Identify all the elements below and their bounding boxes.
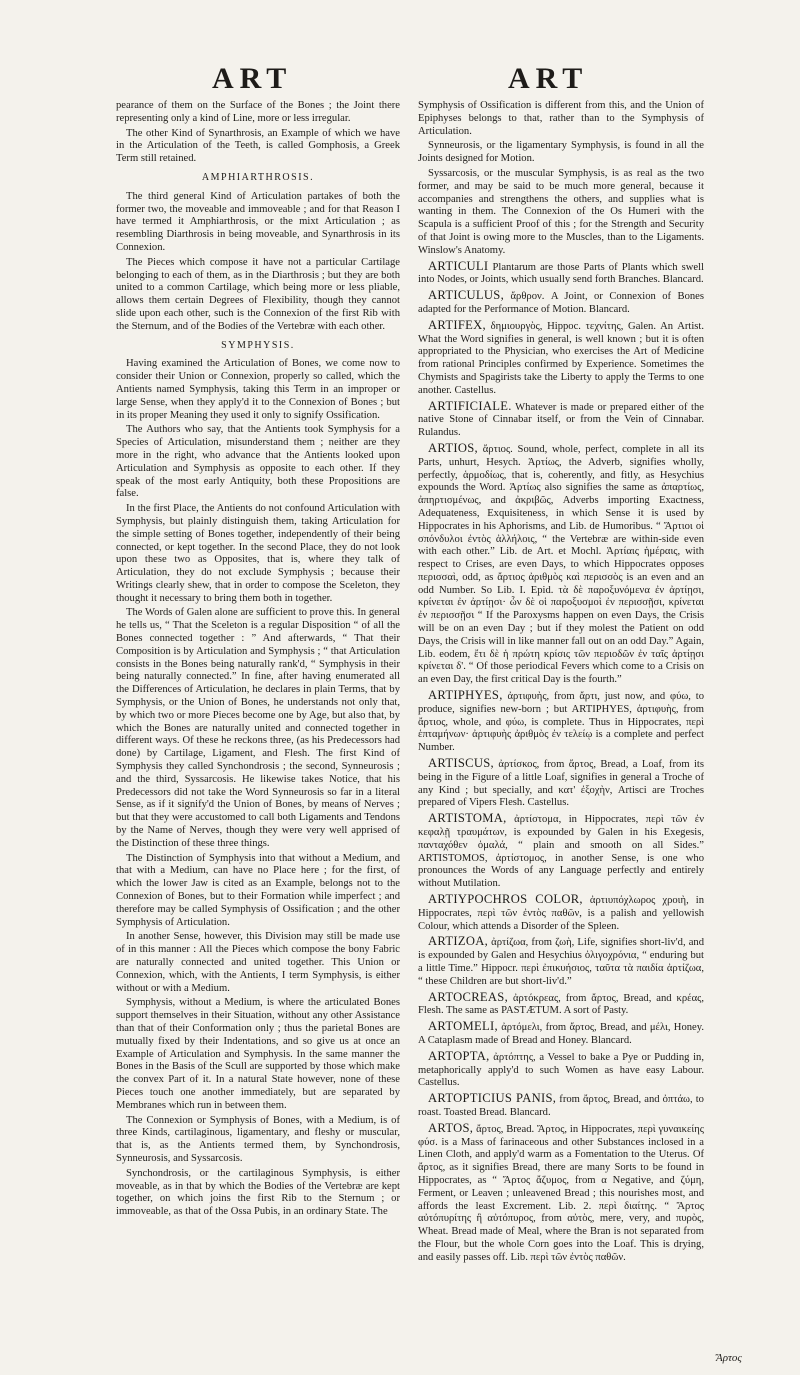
entry-headword: ARTISTOMA,: [428, 811, 507, 826]
dictionary-entry: [418, 991, 704, 1019]
entry-headword: ARTIPHYES,: [428, 688, 503, 703]
entry-text: ἄρτιος. Sound, whole, perfect, complete in all its Parts, unhurt, Hesych. Ἀρτίως, the Adverb, signifies wholly, perfectly, ἁρμοδίως, that is, coherently, and fitly, as Hesychius expounds the Word. Ἀρτίως also signifies the same as ἀπαρτίως, ἀπηρτισμένως, and ἀκριβῶς, Adverbs importing Exactness, Adequateness, Exquisiteness, in which Sense it is used by Hippocrates in his Aphorisms, and Lib. de Humoribus. “ Ἄρτιοι οἱ σπόνδυλοι ἐντὸς ἀλλήλοις, “ the Vertebræ are within-side even with each other.” Lib. de Art. et Mochl. Ἀρτίαις ἡμέραις, with respect to Crises, are even Days, to which Hippocrates opposes περισσαὶ, odd, as ἄρτιος ἀριθμὸς καὶ περισσὸς is an even and an odd Number. So Lib. I. Epid. τὰ δὲ παροξυνόμενα ἐν ἀρτίῃσι, κρίνεται ἐν ἀρτίῃσι· ὧν δὲ οἱ παροξυσμοὶ ἐν περισσῇσι, κρίνεται ἐν περισσῇσι “ If the Paroxysms happen on even Days, the Crisis will be on an even Day ; but if they molest the Patient on odd Days, the Crisis will in like manner fall out on an odd Day.” Again, Lib. eodem, ἔτι δὲ ἡ πρώτη κρίσις τῶν περιοδῶν ἐν ταῖς ἀρτίῃσι κρίνεται δ'. “ Of those periodical Fevers which come to a Crisis on an even Day, the first critical Day is the fourth.”: [418, 443, 704, 686]
dictionary-entry: [418, 400, 704, 440]
paragraph: The Words of Galen alone are sufficient to prove this. In general he tells us, “ That the Sceleton is a regular Disposition “ of all the Bones connected together : ” And afterwards, “ That their Composition is by Articulation and Symphysis ; “ that Articulation consists in the Bones being naturally rank'd, “ Symphysis in their being naturally connected.” In fine, after having enumerated all the Differences of Articulation, he declares in plain Terms, that by Symphysis, or the Union of Bones, he understands not only that, by which two or more Pieces become one by Age, but also that, by which the Bones are naturally united and connected together in different ways. Of these he reckons three, (as his Predecessors had done) by Cartilage, Ligament, and Flesh. The first Kind of Symphysis they called Synchondrosis ; the second, Synneurosis ; and the third, Syssarcosis. He likewise takes Notice, that his Predecessors did not take the Word Synneurosis so far in a literal Sense, as if it signify'd the Union of Bones, by means of Nerves ; but that they were accustomed to call both Ligaments and Tendons by the Name of Nerves, though they were very well apprised of the Distinction of these three things.: [116, 607, 400, 849]
entry-headword: ARTOPTA,: [428, 1048, 490, 1063]
entry-text: Whatever is made or prepared either of the native Stone of Cinnabar itself, or from the Vein of Cinnabar. Rulandus.: [418, 401, 704, 439]
entry-headword: ARTIFICIALE.: [428, 398, 512, 413]
entry-headword: ARTIZOA,: [428, 934, 489, 949]
entry-text: ἀρτόκρεας, from ἄρτος, Bread, and κρέας, Flesh. The same as PASTÆTUM. A sort of Pasty.: [418, 992, 704, 1017]
paragraph: Synchondrosis, or the cartilaginous Symphysis, is either moveable, as in that by which the Bodies of the Vertebræ are kept together, on which joins the first Rib to the Sternum ; or immoveable, as that of the Ossa Pubis, in an ordinary State. The: [116, 1167, 400, 1218]
dictionary-entry: [418, 812, 704, 891]
entry-text: ἄρτος, Bread. Ἄρτος, in Hippocrates, περὶ γυναικείης φύσ. is a Mass of farinaceous and other Substances inclosed in a Linen Cloth, and apply'd warm as a Fomentation to the Uterus. Of ἄρτος, as it signifies Bread, there are many Sorts to be found in Hippocrates, as “ Ἄρτος ἄζυμος, from α Negative, and ζύμη, Ferment, or Leaven ; unleavened Bread ; this nourishes most, and affords the least Excrement. Lib. 2. περὶ διαίτης. “ Ἄρτος αὐτόπυρίτης ἢ αὐτόπυρος, from αὐτὸς, mere, very, and πυρὸς, Wheat. Bread made of Meal, where the Bran is not separated from the Flour, but the whole Corn goes into the Loaf. This is drying, and easily passes off. Lib. περὶ τῶν ἐντὸς παθῶν.: [418, 1123, 704, 1263]
dictionary-entry: [418, 1092, 704, 1120]
section-heading-amphiarthrosis: AMPHIARTHROSIS.: [201, 171, 315, 183]
entry-text: ἄρθρον. A Joint, or Connexion of Bones adapted for the Performance of Motion. Blancard.: [418, 291, 704, 315]
paragraph: Having examined the Articulation of Bones, we come now to consider their Union or Connexion, properly so called, which the Antients named Symphysis, taking this Term in an improper or large Sense, when they apply'd it to the Connexion of Bones ; but in its proper Meaning they used it only to signify Ossification.: [116, 358, 400, 421]
section-heading-symphysis: SYMPHYSIS.: [221, 339, 295, 351]
running-header: [0, 62, 800, 102]
entry-headword: ARTISCUS,: [428, 756, 494, 771]
right-column: [418, 100, 704, 1340]
dictionary-entry: [418, 442, 704, 687]
entry-text: Plantarum are those Parts of Plants which swell into Nodes, or Joints, which usually send forth Branches. Blancard.: [418, 261, 704, 286]
dictionary-entry: [418, 1050, 704, 1090]
dictionary-entry: [418, 689, 704, 755]
dictionary-entry: [418, 1020, 704, 1048]
paragraph: The Authors who say, that the Antients took Symphysis for a Species of Articulation, misunderstand them ; neither are they more in the right, who advance that the Antients looked upon Articulation and Symphysis as opposite to each other. If they speak of the most early Antiquity, both these Propositions are false.: [116, 424, 400, 500]
entry-text: ἀρτιφυὴς, from ἄρτι, just now, and φύω, to produce, signifies new-born ; but ARTIPHYES, ἀρτιφυὴς, from ἄρτιος, whole, and φύω, is complete. Thus in Hippocrates, περὶ ἑπταμήνων· ἀρτιφυὴς ἀριθμὸς ἐν τελείῳ is a complete and perfect Number.: [418, 691, 704, 754]
entry-headword: ARTOS,: [428, 1120, 474, 1135]
entry-headword: ARTIFEX,: [428, 317, 486, 332]
entry-headword: ARTOPTICIUS PANIS,: [428, 1091, 557, 1106]
dictionary-entry: [418, 935, 704, 988]
paragraph: The third general Kind of Articulation partakes of both the former two, the moveable and immoveable ; and for that Reason I have termed it Amphiarthrosis, or the mixt Articulation ; as resembling Diarthrosis in being moveable, and Synarthrosis in its Connexion.: [116, 190, 400, 253]
entry-text: ἀρτίστομα, in Hippocrates, περὶ τῶν ἐν κεφαλῇ τραυμάτων, is expounded by Galen in his Exegesis, πανταχόθεν ὁμαλά, “ plain and smooth on all Sides.” ARTISTOMOS, ἀρτίστομος, in another Sense, is one who pronounces the Words of any Language perfectly and entirely without Mutilation.: [418, 814, 704, 890]
paragraph: In another Sense, however, this Division may still be made use of in this manner : All the Pieces which compose the bony Fabric are naturally connected and united together. This Union or Connexion, which, with the Antients, I term Symphysis, is either without or with a Medium.: [116, 931, 400, 994]
entry-text: from ἄρτος, Bread, and ὀπτάω, to roast. Toasted Bread. Blancard.: [418, 1094, 704, 1118]
left-column: [116, 100, 400, 1340]
paragraph: Symphysis of Ossification is different from this, and the Union of Epiphyses belongs to that, rather than to the Symphysis of Articulation.: [418, 100, 704, 137]
paragraph: pearance of them on the Surface of the Bones ; the Joint there representing only a kind of Line, more or less irregular.: [116, 100, 400, 124]
entry-text: ἀρτίζωα, from ζωὴ, Life, signifies short-liv'd, and is expounded by Galen and Hesychius ὀλιγοχρόνια, “ enduring but a little Time.” Hippocr. περὶ ἐπικυήσιος, ταῦτα τὰ παιδία ἀρτίζωα, “ these Children are but short-liv'd.”: [418, 937, 704, 987]
dictionary-entries: [418, 260, 704, 1265]
entry-text: ἀρτίσκος, from ἄρτος, Bread, a Loaf, from its being in the Figure of a little Loaf, signifies in general a Troche of any Kind ; but specially, and κατ' ἐξοχὴν, Artisci are Troches prepared of Vipers Flesh. Castellus.: [418, 759, 704, 809]
paragraph: The other Kind of Synarthrosis, an Example of which we have in the Articulation of the Teeth, is called Gomphosis, a Greek Term still retained.: [116, 127, 400, 165]
dictionary-entry: [418, 757, 704, 810]
entry-headword: ARTICULI: [428, 258, 489, 273]
dictionary-entry: [418, 260, 704, 288]
running-head-left: ART: [212, 62, 293, 95]
entry-text: δημιουργὸς, Hippoc. τεχνίτης, Galen. An Artist. What the Word signifies in general, is well known ; but it is often appropriated to the Physician, who exercises the Art of Medicine from rational Principles confirmed by Experience. Sometimes the Chymists and Spagirists take the Liberty to apply the Terms to one another. Castellus.: [418, 320, 704, 396]
running-head-right: ART: [508, 62, 589, 95]
entry-text: ἀρτόπτης, a Vessel to bake a Pye or Pudding in, metaphorically apply'd to such Women as have easy Labour. Castellus.: [418, 1051, 704, 1089]
entry-headword: ARTOMELI,: [428, 1019, 498, 1034]
entry-headword: ARTIYPOCHROS COLOR,: [428, 892, 583, 907]
entry-headword: ARTICULUS,: [428, 288, 505, 303]
dictionary-entry: [418, 289, 704, 317]
paragraph: The Connexion or Symphysis of Bones, with a Medium, is of three Kinds, cartilaginous, ligamentary, and fleshy or muscular, that is, as the Antients termed them, by Synchondrosis, Synneurosis, and Syssarcosis.: [116, 1114, 400, 1164]
entry-headword: ARTIOS,: [428, 440, 478, 455]
paragraph: Symphysis, without a Medium, is where the articulated Bones support themselves in their Situation, without any other Assistance than that of their Conformation only ; thus the parietal Bones are mutually fixed by their Indentations, and so give us at once an Example of Articulation and Symphysis. In the same manner the Bones in the Basis of the Scull are supported by those which make the convex Part of it. In a natural State however, none of these Pieces touch one another immediately, but are separated by Membranes which run in between them.: [116, 997, 400, 1111]
paragraph: Syssarcosis, or the muscular Symphysis, is as real as the two former, and may be said to be much more general, because it accompanies and strengthens the others, and supplies what is wanting in them. The Connexion of the Os Humeri with the Scapula is a sufficient Proof of this ; for the Strength and Security of that Joint is owing more to the Muscles, than to the Ligaments. Winslow's Anatomy.: [418, 167, 704, 256]
dictionary-entry: [418, 1122, 704, 1265]
entry-headword: ARTOCREAS,: [428, 989, 509, 1004]
entry-text: ἀρτιυπόχλωρος χροιὴ, in Hippocrates, περὶ τῶν ἐντὸς παθῶν, is a palish and yellowish Colour, which attends a Disorder of the Spleen.: [418, 895, 704, 932]
paragraph: The Distinction of Symphysis into that without a Medium, and that with a Medium, can have no Place here ; for the first, of which the lower Jaw is cited as an Example, belongs not to the Connexion of Bones, but to their Formation while imperfect ; and therefore may be called Symphysis of Ossification ; and the other Symphysis of Articulation.: [116, 852, 400, 928]
paragraph: The Pieces which compose it have not a particular Cartilage belonging to each of them, as in the Diarthrosis ; but they are both united to a common Cartilage, which being more or less pliable, allows them certain Degrees of Flexibility, though they cannot slide upon each other, such is the Connexion of the first Rib with the Sternum, and of the Bodies of the Vertebræ with each other.: [116, 256, 400, 332]
paragraph: Synneurosis, or the ligamentary Symphysis, is found in all the Joints designed for Motion.: [418, 140, 704, 165]
dictionary-entry: [418, 893, 704, 933]
dictionary-entry: [418, 319, 704, 398]
paragraph: In the first Place, the Antients do not confound Articulation with Symphysis, but plainly distinguish them, taking Articulation for the simple setting of Bones together, independently of their being connected, or kept together. In the second Place, they do not look upon these two as Opposites, that is, where they talk of Articulation, they do not exclude Symphysis ; because their Writings clearly shew, that in order to compose the Sceleton, they thought it necessary to bring them both in together.: [116, 503, 400, 604]
entry-text: ἀρτόμελι, from ἄρτος, Bread, and μέλι, Honey. A Cataplasm made of Bread and Honey. Blancard.: [418, 1022, 704, 1046]
catchword: Ἄρτος: [716, 1352, 742, 1364]
